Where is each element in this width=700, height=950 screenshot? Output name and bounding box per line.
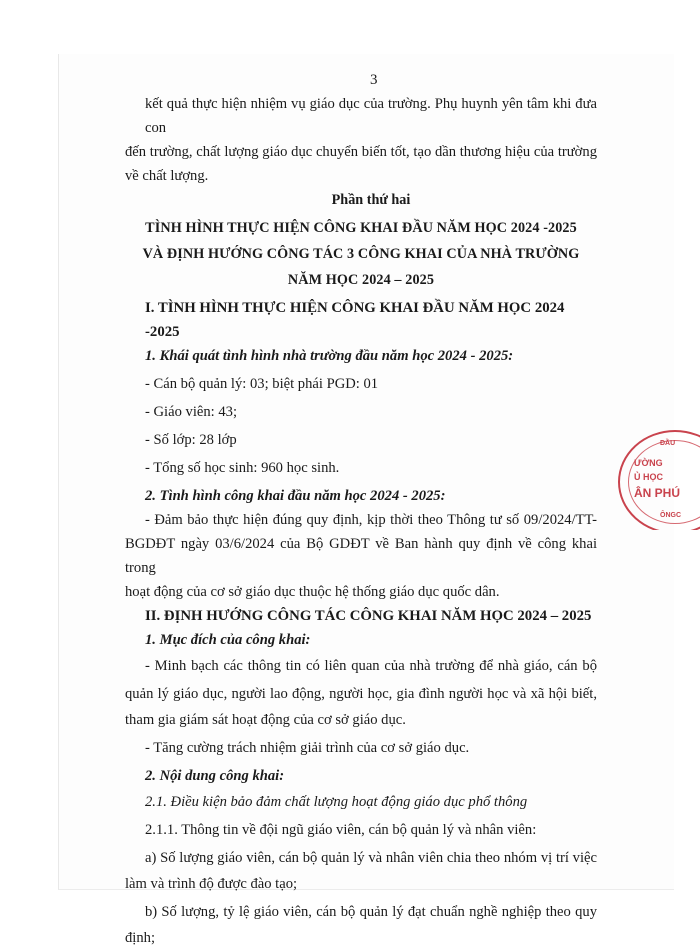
- para-2-line-2: quản lý giáo dục, người lao động, người học, gia đình người học và xã hội biết,: [125, 686, 597, 702]
- para-2-line-1: - Minh bạch các thông tin có liên quan của nhà trường để nhà giáo, cán bộ: [145, 658, 597, 674]
- para-3: - Tăng cường trách nhiệm giải trình của cơ sở giáo dục.: [145, 740, 470, 756]
- subsection-1-heading: 1. Khái quát tình hình nhà trường đầu năm học 2024 - 2025:: [145, 348, 514, 364]
- intro-line-3: về chất lượng.: [125, 168, 209, 184]
- para-1-line-2: BGDĐT ngày 03/6/2024 của Bộ GDĐT về Ban hành quy định về công khai trong: [125, 536, 597, 576]
- section-2-heading: II. ĐỊNH HƯỚNG CÔNG TÁC CÔNG KHAI NĂM HỌC 2024 – 2025: [145, 608, 592, 624]
- bullet-classes: - Số lớp: 28 lớp: [145, 432, 237, 448]
- title-line-2: VÀ ĐỊNH HƯỚNG CÔNG TÁC 3 CÔNG KHAI CỦA NHÀ TRƯỜNG: [142, 246, 580, 262]
- section-1-heading: I. TÌNH HÌNH THỰC HIỆN CÔNG KHAI ĐẦU NĂM HỌC 2024 -2025: [145, 300, 565, 340]
- intro-line-1: kết quả thực hiện nhiệm vụ giáo dục của trường. Phụ huynh yên tâm khi đưa con: [145, 96, 597, 136]
- seal-text-line-1: ƯỜNG: [634, 458, 663, 468]
- bullet-managers: - Cán bộ quản lý: 03; biệt phái PGD: 01: [145, 376, 379, 392]
- part-heading: Phần thứ hai: [331, 192, 411, 208]
- seal-text-bottom: ÔNGC: [660, 512, 681, 519]
- subsection-2-heading: 2. Tình hình công khai đầu năm học 2024 - 2025:: [145, 488, 446, 504]
- seal-text-top: ĐẦU: [660, 440, 676, 447]
- subsection-4-heading: 2. Nội dung công khai:: [145, 768, 285, 784]
- para-6-line-1: b) Số lượng, tỷ lệ giáo viên, cán bộ quản lý đạt chuẩn nghề nghiệp theo quy: [145, 904, 597, 920]
- intro-line-2: đến trường, chất lượng giáo dục chuyển biến tốt, tạo dần thương hiệu của trường: [125, 144, 597, 160]
- para-1-line-3: hoạt động của cơ sở giáo dục thuộc hệ thống giáo dục quốc dân.: [125, 584, 500, 600]
- page-number: 3: [370, 72, 378, 88]
- para-4: 2.1.1. Thông tin về đội ngũ giáo viên, cán bộ quản lý và nhân viên:: [145, 822, 537, 838]
- para-1-line-1: - Đảm bảo thực hiện đúng quy định, kịp thời theo Thông tư số 09/2024/TT-: [145, 512, 597, 528]
- document-body: [125, 92, 597, 950]
- bullet-teachers: - Giáo viên: 43;: [145, 404, 238, 420]
- title-line-3: NĂM HỌC 2024 – 2025: [287, 272, 435, 288]
- seal-text-line-2: Ủ HỌC: [634, 472, 663, 482]
- seal-text-line-3: ÂN PHÚ: [634, 486, 681, 500]
- subsection-5-heading: 2.1. Điều kiện bảo đảm chất lượng hoạt động giáo dục phổ thông: [145, 794, 528, 810]
- seal-outer-ring: [618, 430, 700, 530]
- school-seal: [618, 430, 700, 530]
- para-2-line-3: tham gia giám sát hoạt động của cơ sở giáo dục.: [125, 712, 406, 728]
- subsection-3-heading: 1. Mục đích của công khai:: [145, 632, 311, 648]
- para-6-line-2: định;: [125, 930, 155, 946]
- bullet-students: - Tổng số học sinh: 960 học sinh.: [145, 460, 340, 476]
- para-5-line-2: làm và trình độ được đào tạo;: [125, 876, 298, 892]
- title-line-1: TÌNH HÌNH THỰC HIỆN CÔNG KHAI ĐẦU NĂM HỌC 2024 -2025: [145, 220, 577, 236]
- para-5-line-1: a) Số lượng giáo viên, cán bộ quản lý và nhân viên chia theo nhóm vị trí việc: [145, 850, 597, 866]
